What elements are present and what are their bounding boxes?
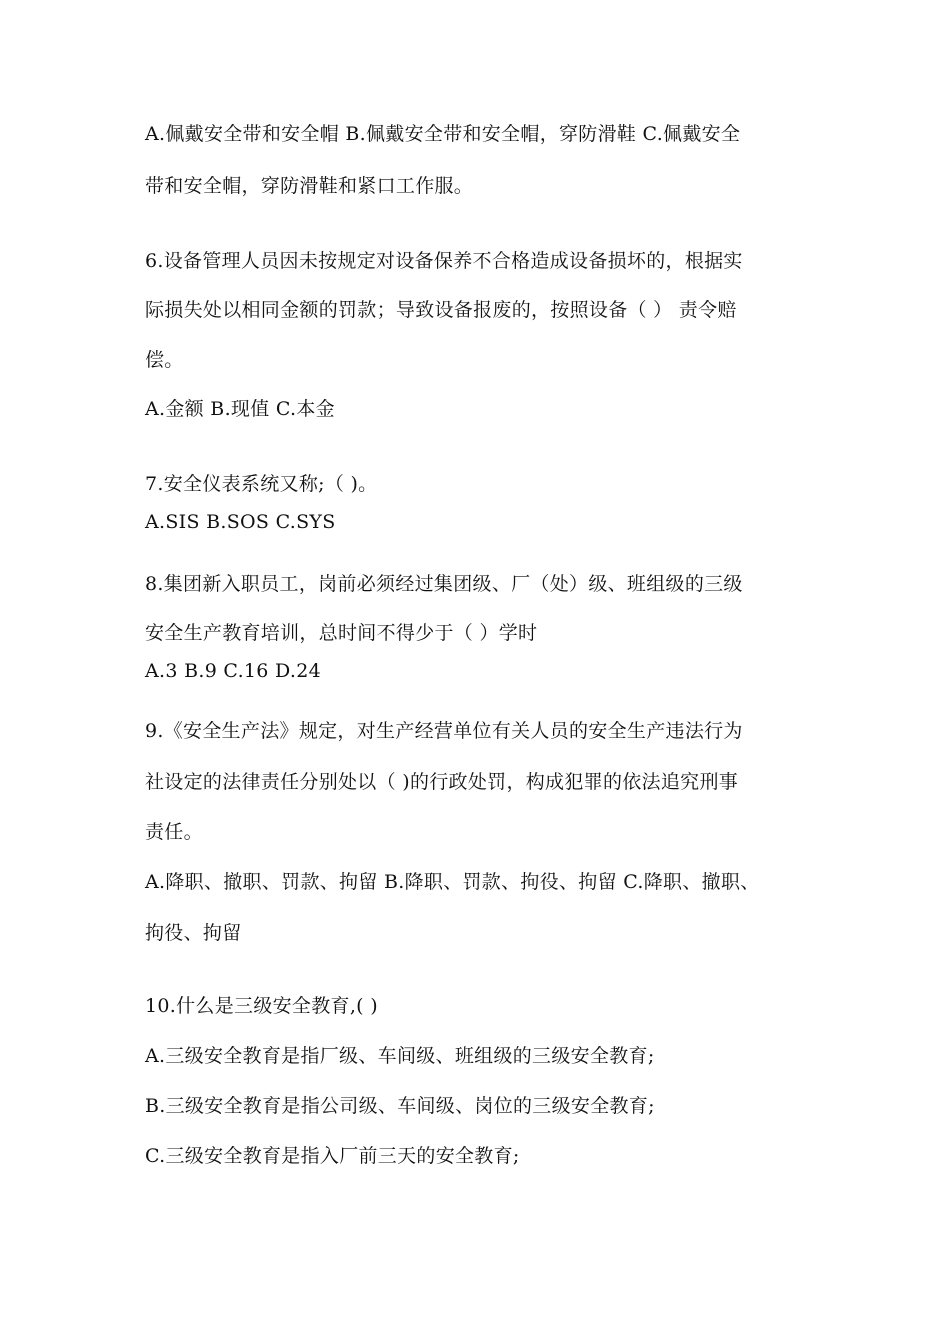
q9-stem-line-1: 9.《安全生产法》规定，对生产经营单位有关人员的安全生产违法行为 [145,720,743,742]
q8-stem-line-1: 8.集团新入职员工，岗前必须经过集团级、厂（处）级、班组级的三级 [145,573,743,595]
q9-option-line-1: A.降职、撤职、罚款、拘留 B.降职、罚款、拘役、拘留 C.降职、撤职、 [145,871,760,893]
q6-stem-line-3: 偿。 [145,349,184,371]
q5-option-line-2: 带和安全帽，穿防滑鞋和紧口工作服。 [145,175,474,197]
q9-option-line-2: 拘役、拘留 [145,922,242,944]
q6-stem-line-2: 际损失处以相同金额的罚款；导致设备报废的，按照设备（ ） 责令赔 [145,299,737,321]
q10-option-c: C.三级安全教育是指入厂前三天的安全教育; [145,1145,520,1167]
q10-option-b: B.三级安全教育是指公司级、车间级、岗位的三级安全教育; [145,1095,655,1117]
q7-stem: 7.安全仪表系统又称;（ )。 [145,473,378,495]
q6-options: A.金额 B.现值 C.本金 [145,398,335,420]
q9-stem-line-3: 责任。 [145,821,203,843]
q8-stem-line-2: 安全生产教育培训，总时间不得少于（ ）学时 [145,622,538,644]
q8-options: A.3 B.9 C.16 D.24 [145,660,322,682]
q10-stem: 10.什么是三级安全教育,( ) [145,995,378,1017]
q10-option-a: A.三级安全教育是指厂级、车间级、班组级的三级安全教育; [145,1045,655,1067]
q7-options: A.SIS B.SOS C.SYS [145,511,336,533]
q9-stem-line-2: 社设定的法律责任分别处以（ )的行政处罚，构成犯罪的依法追究刑事 [145,771,739,793]
q5-option-line-1: A.佩戴安全带和安全帽 B.佩戴安全带和安全帽，穿防滑鞋 C.佩戴安全 [145,123,741,145]
q6-stem-line-1: 6.设备管理人员因未按规定对设备保养不合格造成设备损坏的，根据实 [145,250,743,272]
